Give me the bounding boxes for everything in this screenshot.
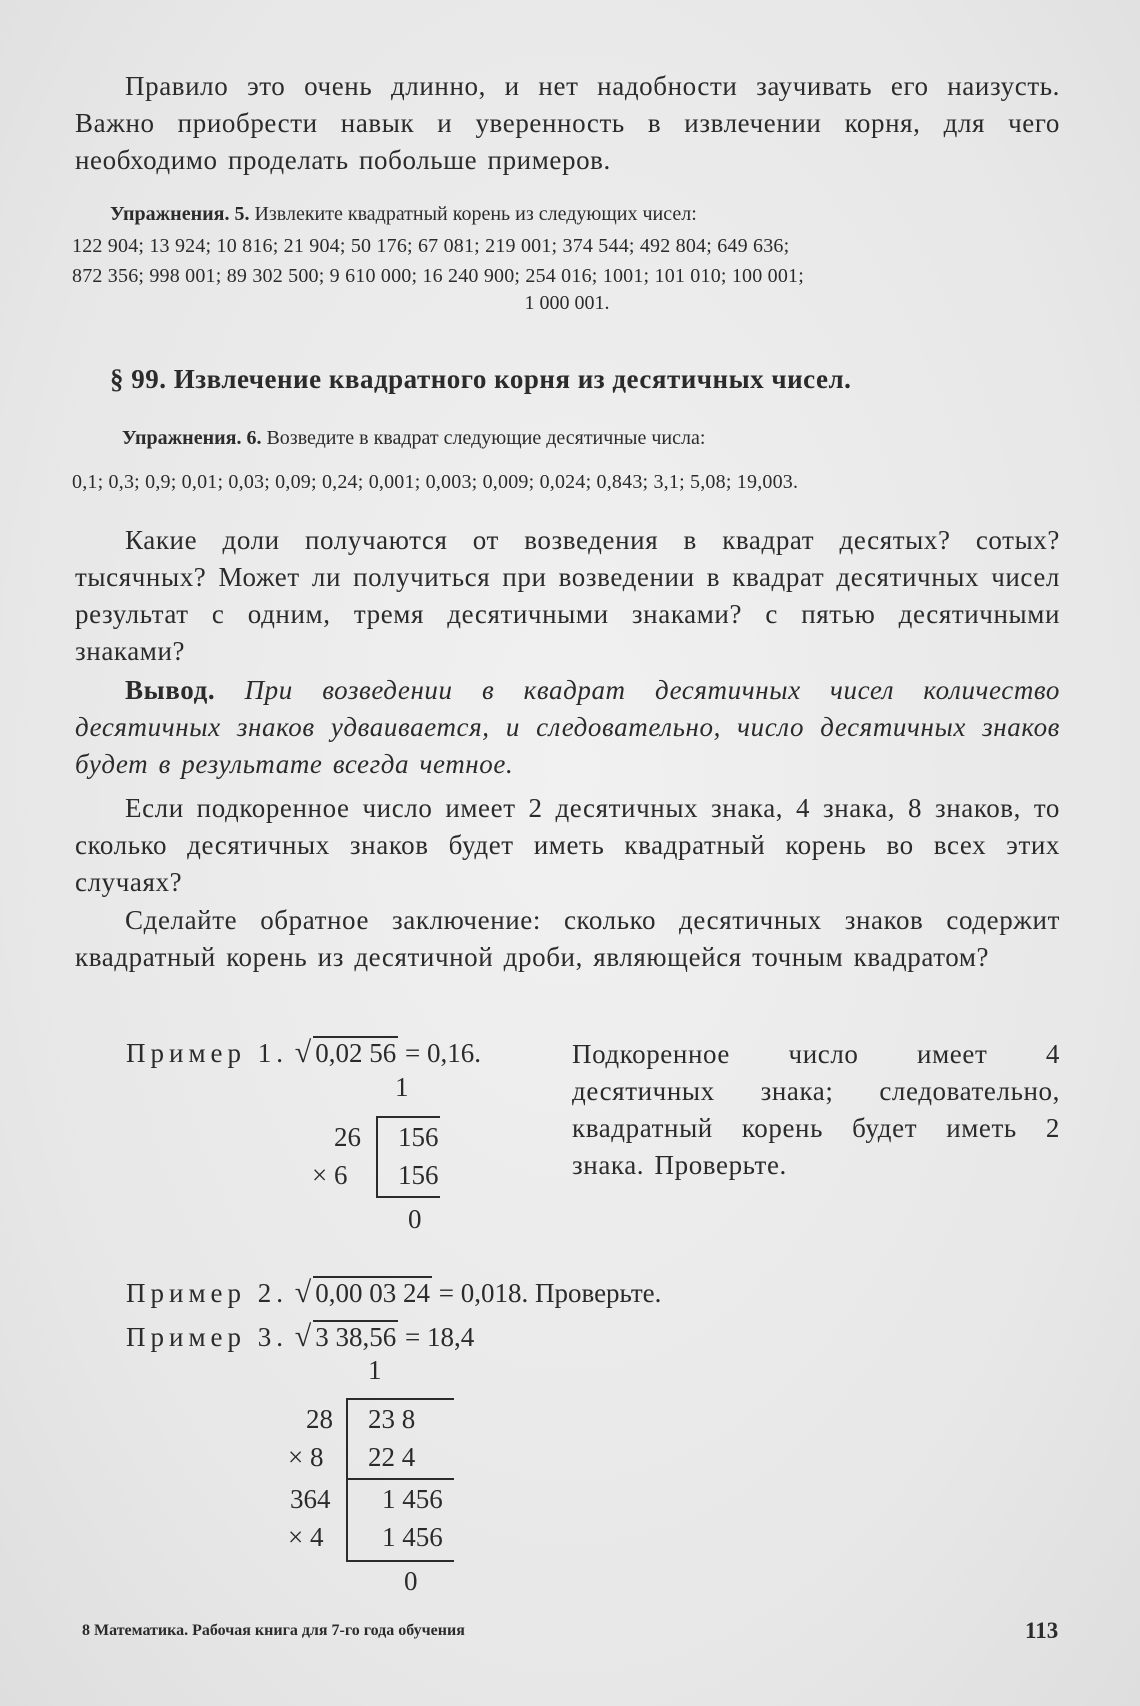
example-3-divisor-2: 364 <box>290 1484 331 1514</box>
example-2-line <box>126 1276 661 1310</box>
example-1-line <box>126 1036 481 1070</box>
example-3-bottom-rule <box>346 1560 454 1562</box>
radical-sign-icon: √ <box>294 1320 312 1353</box>
example-1-first-digit: 1 <box>395 1072 409 1102</box>
example-3-product-1: 22 4 <box>368 1442 416 1472</box>
exercise-5-text: Извлеките квадратный корень из следующих чисел: <box>254 203 697 225</box>
example-1-note: Подкоренное число имеет 4 десятичных знака; следовательно, квадратный корень будет иметь 2 знака. Проверьте. <box>572 1039 1060 1180</box>
exercise-5-numbers-line3: 1 000 001. <box>524 292 610 314</box>
example-1-top-rule <box>376 1116 440 1118</box>
exercise-6-text: Возведите в квадрат следующие десятичные числа: <box>266 427 706 449</box>
radicand-paragraph: Если подкоренное число имеет 2 десятичных знака, 4 знака, 8 знаков, то сколько десятичных знаков будет иметь квадратный корень во всех этих случаях? <box>75 793 1060 897</box>
footer-text: 8 Математика. Рабочая книга для 7-го года обучения <box>82 1622 465 1639</box>
conclusion-label: Вывод. <box>125 675 216 705</box>
example-1-result: = 0,16. <box>405 1038 481 1068</box>
radical-sign-icon: √ <box>294 1036 312 1069</box>
example-3-product-2: 1 456 <box>382 1522 443 1552</box>
example-3-first-digit: 1 <box>368 1355 382 1385</box>
example-1-multiplier: × 6 <box>312 1160 348 1190</box>
intro-paragraph: Правило это очень длинно, и нет надобности заучивать его наизусть. Важно приобрести навык и уверенность в извлечении корня, для чего необходимо проделать побольше примеров. <box>75 71 1060 175</box>
exercise-6-label: Упражнения. 6. <box>122 427 262 449</box>
example-2-radicand: 0,00 03 24 <box>315 1278 430 1308</box>
example-1-divisor: 26 <box>334 1122 361 1152</box>
example-3-radicand: 3 38,56 <box>315 1322 397 1352</box>
exercise-5-numbers-line2: 872 356; 998 001; 89 302 500; 9 610 000; 16 240 900; 254 016; 1001; 101 010; 100 001; <box>72 265 805 287</box>
reverse-paragraph: Сделайте обратное заключение: сколько десятичных знаков содержит квадратный корень из десятичной дроби, являющейся точным квадратом? <box>75 905 1060 972</box>
example-3-remainder: 0 <box>404 1566 418 1596</box>
example-1-label: Пример 1. <box>126 1038 289 1068</box>
example-2-result: = 0,018. <box>438 1278 529 1308</box>
conclusion-paragraph <box>75 672 1060 783</box>
example-3-middle-rule <box>346 1478 454 1480</box>
example-1-bottom-rule <box>376 1196 440 1198</box>
page-number: 113 <box>1025 1618 1059 1643</box>
example-3-multiplier-2: × 4 <box>288 1522 324 1552</box>
exercise-5-header <box>110 200 697 229</box>
conclusion-text: При возведении в квадрат десятичных чисел количество десятичных знаков удваивается, и следовательно, число десятичных знаков будет в результате всегда четное. <box>75 675 1060 779</box>
example-3-top-rule <box>346 1398 454 1400</box>
exercise-5-numbers-line1: 122 904; 13 924; 10 816; 21 904; 50 176; 67 081; 219 001; 374 544; 492 804; 649 636; <box>72 235 790 257</box>
example-1-radicand: 0,02 56 <box>315 1038 397 1068</box>
example-3-divisor-1: 28 <box>306 1404 333 1434</box>
section-heading: § 99. Извлечение квадратного корня из десятичных чисел. <box>110 364 852 394</box>
example-1-remainder: 0 <box>408 1204 422 1234</box>
example-3-dividend-1: 23 8 <box>368 1404 416 1434</box>
radical-sign-icon: √ <box>294 1276 312 1309</box>
example-3-dividend-2: 1 456 <box>382 1484 443 1514</box>
example-3-multiplier-1: × 8 <box>288 1442 324 1472</box>
example-1-product: 156 <box>398 1160 439 1190</box>
example-3-vertical-rule <box>346 1400 348 1560</box>
example-3-label: Пример 3. <box>126 1322 289 1352</box>
exercise-6-numbers: 0,1; 0,3; 0,9; 0,01; 0,03; 0,09; 0,24; 0,001; 0,003; 0,009; 0,024; 0,843; 3,1; 5,08; 19,003. <box>72 471 799 493</box>
question-paragraph: Какие доли получаются от возведения в квадрат десятых? сотых? тысячных? Может ли получиться при возведении в квадрат десятичных чисел результат с одним, тремя десятичными знаками? с пятью десятичными знаками? <box>75 525 1060 666</box>
example-2-note: Проверьте. <box>534 1278 662 1308</box>
example-1-vertical-rule <box>376 1118 378 1196</box>
exercise-5-label: Упражнения. 5. <box>110 203 250 225</box>
exercise-6-header <box>122 424 705 453</box>
example-3-result: = 18,4 <box>405 1322 475 1352</box>
example-1-dividend: 156 <box>398 1122 439 1152</box>
example-2-label: Пример 2. <box>126 1278 289 1308</box>
example-3-line <box>126 1320 474 1354</box>
